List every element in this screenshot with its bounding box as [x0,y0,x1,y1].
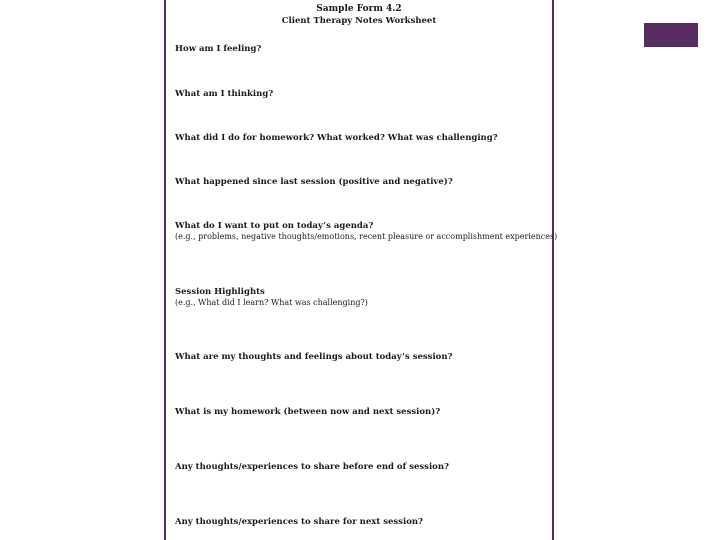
hint-session-highlights: (e.g., What did I learn? What was challenging?) [175,298,368,307]
prompt-feeling: How am I feeling? [175,44,262,54]
prompt-share-next-session: Any thoughts/experiences to share for next session? [175,517,424,527]
prompt-thoughts-feelings: What are my thoughts and feelings about today’s session? [175,352,453,362]
hint-agenda: (e.g., problems, negative thoughts/emotions, recent pleasure or accomplishment experiences) [175,232,558,241]
prompt-since-last-session: What happened since last session (positive and negative)? [175,177,453,187]
form-title: Sample Form 4.2 [316,4,402,14]
prompt-agenda: What do I want to put on today’s agenda? [175,221,374,231]
prompt-my-homework: What is my homework (between now and next session)? [175,407,441,417]
prompt-homework: What did I do for homework? What worked? What was challenging? [175,133,498,143]
worksheet-page [164,0,558,540]
form-subtitle: Client Therapy Notes Worksheet [281,16,437,26]
accent-block [644,23,698,47]
prompt-session-highlights: Session Highlights [175,287,265,297]
prompt-thinking: What am I thinking? [175,89,274,99]
prompt-share-before-end: Any thoughts/experiences to share before end of session? [175,462,450,472]
